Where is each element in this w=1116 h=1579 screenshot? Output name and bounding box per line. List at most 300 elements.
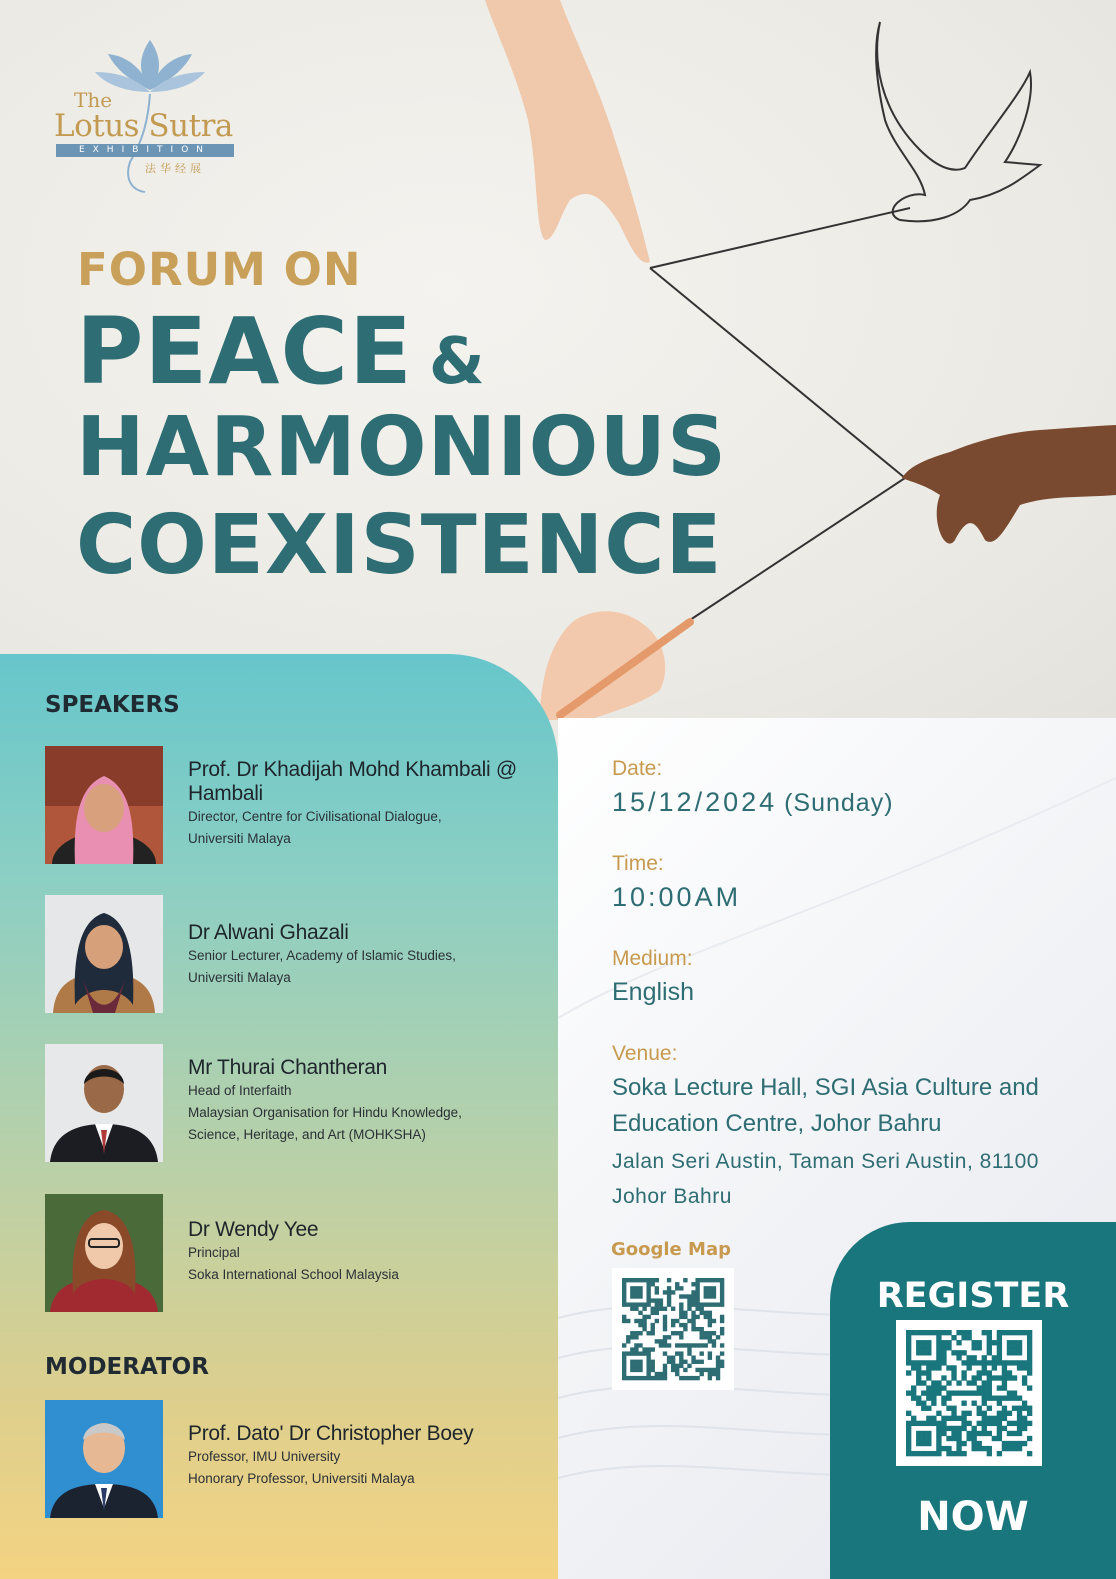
qr-module <box>679 1335 683 1339</box>
qr-module <box>987 1340 992 1345</box>
qr-module <box>687 1307 691 1311</box>
qr-module <box>921 1340 926 1345</box>
qr-module <box>708 1323 712 1327</box>
qr-module <box>671 1360 675 1364</box>
qr-module <box>638 1368 642 1372</box>
qr-module <box>671 1290 675 1294</box>
qr-module <box>961 1421 966 1426</box>
qr-module <box>951 1375 956 1380</box>
qr-module <box>638 1364 642 1368</box>
qr-module <box>1017 1441 1022 1446</box>
qr-module <box>906 1340 911 1345</box>
qr-module <box>926 1396 931 1401</box>
speaker-card <box>45 895 545 1015</box>
qr-module <box>906 1355 911 1360</box>
qr-module <box>695 1294 699 1298</box>
qr-module <box>941 1345 946 1350</box>
qr-module <box>997 1416 1002 1421</box>
qr-module <box>695 1290 699 1294</box>
qr-module <box>667 1302 671 1306</box>
qr-module <box>992 1340 997 1345</box>
qr-module <box>1012 1406 1017 1411</box>
qr-module <box>720 1298 724 1302</box>
qr-module <box>1002 1385 1007 1390</box>
qr-module <box>1007 1375 1012 1380</box>
qr-module <box>966 1436 971 1441</box>
qr-module <box>691 1315 695 1319</box>
qr-module <box>638 1323 642 1327</box>
top-hand <box>485 0 650 263</box>
qr-module <box>708 1356 712 1360</box>
qr-module <box>634 1286 638 1290</box>
qr-module <box>916 1396 921 1401</box>
qr-module <box>961 1360 966 1365</box>
dove-outline <box>876 22 1040 221</box>
qr-module <box>712 1319 716 1323</box>
qr-module <box>691 1290 695 1294</box>
qr-module <box>936 1345 941 1350</box>
qr-module <box>926 1375 931 1380</box>
qr-module <box>951 1416 956 1421</box>
qr-module <box>651 1278 655 1282</box>
qr-module <box>936 1355 941 1360</box>
qr-module <box>982 1330 987 1335</box>
qr-module <box>1017 1411 1022 1416</box>
qr-module <box>921 1431 926 1436</box>
qr-module <box>926 1436 931 1441</box>
qr-module <box>634 1294 638 1298</box>
qr-module <box>634 1290 638 1294</box>
qr-module <box>946 1345 951 1350</box>
qr-module <box>921 1360 926 1365</box>
qr-module <box>992 1355 997 1360</box>
qr-module <box>651 1298 655 1302</box>
qr-module <box>1027 1436 1032 1441</box>
qr-module <box>622 1351 626 1355</box>
qr-module <box>712 1368 716 1372</box>
google-map-qr-code[interactable] <box>612 1268 734 1390</box>
qr-module <box>1012 1340 1017 1345</box>
qr-module <box>712 1290 716 1294</box>
qr-module <box>921 1390 926 1395</box>
qr-module <box>966 1355 971 1360</box>
qr-module <box>921 1401 926 1406</box>
speaker-name: Prof. Dr Khadijah Mohd Khambali @ Hambali <box>188 758 517 805</box>
qr-module <box>646 1282 650 1286</box>
qr-module <box>1002 1426 1007 1431</box>
qr-module <box>646 1372 650 1376</box>
qr-module <box>997 1340 1002 1345</box>
qr-module <box>704 1343 708 1347</box>
qr-module <box>911 1365 916 1370</box>
qr-module <box>946 1446 951 1451</box>
qr-module <box>926 1421 931 1426</box>
qr-module <box>687 1376 691 1380</box>
qr-module <box>679 1360 683 1364</box>
qr-module <box>951 1350 956 1355</box>
qr-module <box>683 1315 687 1319</box>
qr-module <box>695 1368 699 1372</box>
qr-module <box>941 1330 946 1335</box>
qr-module <box>921 1370 926 1375</box>
qr-module <box>691 1319 695 1323</box>
qr-module <box>977 1411 982 1416</box>
qr-module <box>921 1406 926 1411</box>
qr-module <box>651 1347 655 1351</box>
qr-module <box>642 1278 646 1282</box>
qr-module <box>941 1426 946 1431</box>
qr-module <box>634 1347 638 1351</box>
logo-chinese-text: 法华经展 <box>145 162 205 175</box>
qr-module <box>941 1355 946 1360</box>
qr-module <box>936 1441 941 1446</box>
qr-module <box>992 1416 997 1421</box>
qr-module <box>655 1307 659 1311</box>
qr-module <box>708 1351 712 1355</box>
qr-module <box>1002 1370 1007 1375</box>
qr-module <box>936 1380 941 1385</box>
qr-module <box>997 1421 1002 1426</box>
qr-module <box>916 1441 921 1446</box>
qr-module <box>704 1311 708 1315</box>
qr-module <box>997 1385 1002 1390</box>
qr-module <box>997 1345 1002 1350</box>
qr-module <box>1007 1360 1012 1365</box>
moderator-role-line: Professor, IMU University <box>188 1449 341 1464</box>
qr-module <box>977 1421 982 1426</box>
qr-module <box>708 1376 712 1380</box>
qr-module <box>997 1335 1002 1340</box>
qr-module <box>634 1360 638 1364</box>
qr-module <box>675 1343 679 1347</box>
qr-module <box>977 1375 982 1380</box>
qr-module <box>659 1343 663 1347</box>
qr-module <box>671 1307 675 1311</box>
qr-module <box>982 1370 987 1375</box>
qr-module <box>708 1372 712 1376</box>
qr-module <box>931 1421 936 1426</box>
qr-module <box>708 1315 712 1319</box>
qr-module <box>646 1368 650 1372</box>
qr-module <box>1007 1390 1012 1395</box>
qr-module <box>936 1340 941 1345</box>
qr-module <box>977 1345 982 1350</box>
venue-name: Soka Lecture Hall, SGI Asia Culture and Education Centre, Johor Bahru <box>612 1074 1039 1137</box>
qr-module <box>663 1323 667 1327</box>
qr-module <box>659 1302 663 1306</box>
qr-module <box>679 1351 683 1355</box>
qr-module <box>687 1298 691 1302</box>
qr-module <box>630 1368 634 1372</box>
qr-module <box>622 1290 626 1294</box>
qr-module <box>708 1335 712 1339</box>
qr-module <box>961 1441 966 1446</box>
speaker-role-line: Malaysian Organisation for Hindu Knowledge, <box>188 1105 462 1120</box>
qr-module <box>687 1351 691 1355</box>
qr-module <box>916 1431 921 1436</box>
qr-module <box>626 1278 630 1282</box>
google-map-label: Google Map <box>611 1239 731 1260</box>
qr-module <box>1007 1340 1012 1345</box>
qr-module <box>622 1360 626 1364</box>
qr-module <box>716 1368 720 1372</box>
qr-module <box>642 1315 646 1319</box>
qr-module <box>1002 1360 1007 1365</box>
qr-module <box>916 1360 921 1365</box>
qr-module <box>712 1302 716 1306</box>
moderator-photo <box>45 1400 163 1518</box>
qr-module <box>630 1278 634 1282</box>
qr-module <box>946 1406 951 1411</box>
qr-module <box>700 1311 704 1315</box>
qr-module <box>663 1307 667 1311</box>
qr-module <box>712 1372 716 1376</box>
qr-module <box>1027 1451 1032 1456</box>
qr-module <box>936 1426 941 1431</box>
qr-module <box>622 1286 626 1290</box>
qr-module <box>708 1290 712 1294</box>
qr-module <box>1007 1411 1012 1416</box>
qr-module <box>695 1302 699 1306</box>
qr-module <box>704 1286 708 1290</box>
qr-module <box>951 1365 956 1370</box>
qr-module <box>704 1331 708 1335</box>
qr-module <box>951 1335 956 1340</box>
qr-module <box>687 1302 691 1306</box>
qr-module <box>630 1331 634 1335</box>
qr-module <box>1022 1406 1027 1411</box>
qr-module <box>977 1431 982 1436</box>
qr-module <box>646 1364 650 1368</box>
qr-module <box>956 1380 961 1385</box>
qr-module <box>683 1294 687 1298</box>
qr-module <box>695 1360 699 1364</box>
qr-module <box>936 1335 941 1340</box>
qr-module <box>906 1330 911 1335</box>
qr-module <box>1017 1365 1022 1370</box>
qr-module <box>708 1302 712 1306</box>
qr-module <box>946 1416 951 1421</box>
qr-module <box>663 1339 667 1343</box>
qr-module <box>655 1319 659 1323</box>
qr-module <box>987 1446 992 1451</box>
qr-module <box>921 1330 926 1335</box>
qr-module <box>622 1376 626 1380</box>
qr-module <box>951 1431 956 1436</box>
qr-module <box>916 1451 921 1456</box>
qr-module <box>646 1302 650 1306</box>
qr-module <box>695 1327 699 1331</box>
qr-module <box>956 1431 961 1436</box>
qr-module <box>1012 1446 1017 1451</box>
qr-module <box>906 1370 911 1375</box>
qr-module <box>704 1294 708 1298</box>
qr-module <box>683 1343 687 1347</box>
qr-module <box>916 1421 921 1426</box>
qr-module <box>630 1286 634 1290</box>
register-box[interactable] <box>830 1222 1116 1579</box>
qr-module <box>622 1282 626 1286</box>
qr-module <box>1027 1355 1032 1360</box>
qr-module <box>1012 1375 1017 1380</box>
qr-module <box>659 1298 663 1302</box>
qr-module <box>663 1376 667 1380</box>
qr-module <box>638 1294 642 1298</box>
logo-exhibition-bar: EXHIBITION <box>56 144 234 157</box>
logo-name-text: Lotus Sutra <box>54 108 233 144</box>
qr-module <box>622 1356 626 1360</box>
moderator-heading: MODERATOR <box>45 1354 209 1380</box>
qr-module <box>972 1441 977 1446</box>
qr-module <box>679 1331 683 1335</box>
qr-module <box>626 1302 630 1306</box>
speaker-role-line: Head of Interfaith <box>188 1083 292 1098</box>
qr-module <box>906 1441 911 1446</box>
qr-module <box>695 1286 699 1290</box>
qr-module <box>936 1421 941 1426</box>
qr-module <box>956 1355 961 1360</box>
qr-module <box>700 1327 704 1331</box>
qr-module <box>646 1290 650 1294</box>
qr-module <box>1022 1375 1027 1380</box>
qr-module <box>663 1327 667 1331</box>
qr-module <box>911 1451 916 1456</box>
qr-module <box>972 1380 977 1385</box>
qr-module <box>911 1396 916 1401</box>
qr-module <box>936 1390 941 1395</box>
qr-module <box>675 1368 679 1372</box>
qr-module <box>671 1368 675 1372</box>
qr-module <box>921 1350 926 1355</box>
qr-module <box>966 1335 971 1340</box>
qr-module <box>982 1421 987 1426</box>
qr-module <box>982 1396 987 1401</box>
qr-module <box>655 1339 659 1343</box>
qr-module <box>946 1451 951 1456</box>
qr-module <box>926 1350 931 1355</box>
qr-module <box>916 1350 921 1355</box>
qr-module <box>987 1370 992 1375</box>
qr-module <box>691 1343 695 1347</box>
qr-module <box>687 1343 691 1347</box>
qr-module <box>630 1290 634 1294</box>
qr-module <box>626 1319 630 1323</box>
qr-module <box>716 1335 720 1339</box>
qr-module <box>1012 1441 1017 1446</box>
qr-module <box>638 1286 642 1290</box>
qr-module <box>651 1323 655 1327</box>
qr-module <box>931 1385 936 1390</box>
qr-module <box>1027 1421 1032 1426</box>
qr-module <box>921 1441 926 1446</box>
qr-module <box>634 1278 638 1282</box>
qr-module <box>911 1385 916 1390</box>
qr-module <box>642 1323 646 1327</box>
qr-module <box>1007 1421 1012 1426</box>
qr-module <box>1007 1431 1012 1436</box>
qr-module <box>700 1360 704 1364</box>
qr-module <box>972 1426 977 1431</box>
qr-module <box>720 1302 724 1306</box>
qr-module <box>1027 1350 1032 1355</box>
qr-module <box>651 1307 655 1311</box>
register-now-label: NOW <box>917 1494 1029 1540</box>
qr-module <box>1002 1375 1007 1380</box>
qr-module <box>679 1311 683 1315</box>
qr-module <box>630 1351 634 1355</box>
qr-module <box>926 1360 931 1365</box>
speaker-card <box>45 1044 545 1164</box>
qr-module <box>997 1375 1002 1380</box>
qr-module <box>941 1375 946 1380</box>
qr-module <box>961 1411 966 1416</box>
qr-module <box>951 1390 956 1395</box>
qr-module <box>1017 1421 1022 1426</box>
qr-module <box>926 1365 931 1370</box>
qr-module <box>977 1360 982 1365</box>
qr-module <box>972 1446 977 1451</box>
qr-module <box>720 1343 724 1347</box>
qr-module <box>671 1331 675 1335</box>
qr-module <box>926 1416 931 1421</box>
qr-module <box>663 1372 667 1376</box>
qr-module <box>712 1278 716 1282</box>
register-qr-code[interactable] <box>896 1320 1042 1466</box>
qr-module <box>936 1451 941 1456</box>
date-label: Date: <box>612 757 663 780</box>
qr-module <box>997 1411 1002 1416</box>
qr-module <box>966 1411 971 1416</box>
title-peace-word: PEACE <box>76 298 413 405</box>
qr-module <box>630 1376 634 1380</box>
qr-module <box>997 1436 1002 1441</box>
qr-module <box>1012 1396 1017 1401</box>
speaker-name: Dr Alwani Ghazali <box>188 921 349 944</box>
qr-module <box>921 1345 926 1350</box>
qr-module <box>1012 1390 1017 1395</box>
qr-module <box>1002 1416 1007 1421</box>
qr-module <box>926 1340 931 1345</box>
qr-module <box>1027 1340 1032 1345</box>
qr-module <box>687 1294 691 1298</box>
qr-module <box>646 1331 650 1335</box>
speaker-role-line: Universiti Malaya <box>188 831 291 846</box>
qr-module <box>638 1331 642 1335</box>
qr-module <box>716 1356 720 1360</box>
qr-module <box>1022 1365 1027 1370</box>
qr-module <box>638 1319 642 1323</box>
qr-module <box>1017 1330 1022 1335</box>
qr-module <box>1027 1335 1032 1340</box>
qr-module <box>642 1319 646 1323</box>
qr-module <box>651 1376 655 1380</box>
qr-module <box>906 1411 911 1416</box>
qr-module <box>987 1396 992 1401</box>
qr-module <box>941 1446 946 1451</box>
qr-module <box>906 1446 911 1451</box>
qr-module <box>982 1401 987 1406</box>
qr-module <box>966 1390 971 1395</box>
qr-module <box>720 1331 724 1335</box>
bottom-hand <box>540 611 665 720</box>
qr-module <box>961 1370 966 1375</box>
qr-module <box>926 1390 931 1395</box>
qr-module <box>622 1315 626 1319</box>
qr-module <box>931 1416 936 1421</box>
qr-module <box>906 1335 911 1340</box>
qr-module <box>638 1290 642 1294</box>
qr-module <box>1002 1446 1007 1451</box>
